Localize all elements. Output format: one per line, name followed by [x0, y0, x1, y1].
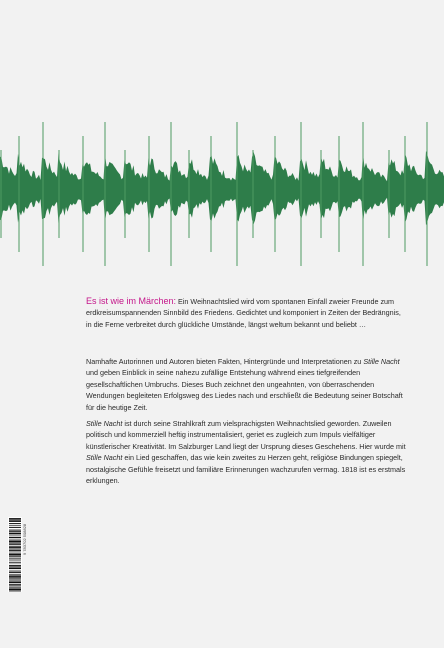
authors-paragraph: Namhafte Autorinnen und Autoren bieten Fakten, Hintergründe und Interpretationen zu Stille Nacht und geben Einblick in seine nahezu zufällige Entstehung während eines tiefgreifenden gesellschaftlichen Umbruchs. Dieses Buch zeichnet den ungeahnten, von überraschenden Wendungen begleiteten Erfolgsweg des Liedes nach und erschließt die Bedeutung seiner Botschaft für die heutige Zeit. — [86, 357, 403, 412]
barcode-bar — [9, 521, 21, 522]
barcode-bar — [9, 530, 21, 531]
barcode-bar — [9, 565, 21, 566]
barcode-bar — [9, 582, 21, 583]
barcode-bar — [9, 543, 21, 544]
barcode-bar — [9, 572, 21, 573]
barcode-bar — [9, 581, 21, 582]
barcode-bar — [9, 591, 21, 592]
history-paragraph: Stille Nacht ist durch seine Strahlkraft zum vielsprachigsten Weihnachtslied geworden. Zuweilen politisch und kommerziell heftig instrumentalisiert, geriet es zugleich zum Impuls vielfältiger künstlerischer Kreativität. Im Salzburger Land liegt der Ursprung dieses Geschehens. Hier wurde mit Stille Nacht ein Lied geschaffen, das wie kein zweites zu Herzen geht, religiöse Bindungen spiegelt, nostalgische Gefühle freisetzt und familiäre Erinnerungen wachzurufen vermag. 1818 ist es erstmals erklungen. — [86, 419, 406, 486]
song-title: Stille Nacht — [86, 419, 123, 428]
barcode-bar — [9, 537, 21, 538]
barcode-bar — [9, 533, 21, 534]
barcode-bar — [9, 547, 21, 548]
intro-paragraph — [86, 296, 408, 330]
song-title: Stille Nacht — [86, 453, 123, 463]
barcode-bar — [9, 523, 21, 524]
barcode-bar — [9, 584, 21, 585]
audio-waveform-graphic — [0, 100, 444, 300]
barcode-bar — [9, 589, 21, 590]
intro-body: Ein Weihnachtslied wird vom spontanen Einfall zweier Freunde zum erdkreisumspannenden Sinnbild des Friedens. Gedichtet und komponiert in Zeiten der Bedrängnis, in die Ferne verbreitet durch glückliche Umstände, längst weltum bekannt und beliebt … — [86, 297, 401, 329]
barcode-bar — [9, 562, 21, 563]
barcode-bar — [9, 544, 21, 545]
isbn-number: 9 783702 508828 — [22, 523, 27, 555]
barcode-bar — [9, 558, 21, 559]
waveform-body — [0, 151, 444, 225]
barcode-bar — [9, 546, 21, 547]
song-title: Stille Nacht — [363, 357, 400, 366]
barcode-bar — [9, 527, 21, 528]
barcode-bar — [9, 579, 21, 580]
barcode-bar — [9, 587, 21, 588]
barcode-bar — [9, 576, 21, 577]
barcode-bar — [9, 518, 21, 519]
barcode-bar — [9, 556, 21, 557]
barcode-bar — [9, 553, 21, 554]
barcode-bar — [9, 519, 21, 520]
barcode — [8, 517, 22, 592]
barcode-bar — [9, 577, 21, 578]
headline-lead: Es ist wie im Märchen: — [86, 296, 177, 306]
barcode-bar — [9, 568, 21, 569]
barcode-bar — [9, 550, 21, 551]
barcode-bar — [9, 554, 21, 555]
barcode-bar — [9, 541, 21, 542]
